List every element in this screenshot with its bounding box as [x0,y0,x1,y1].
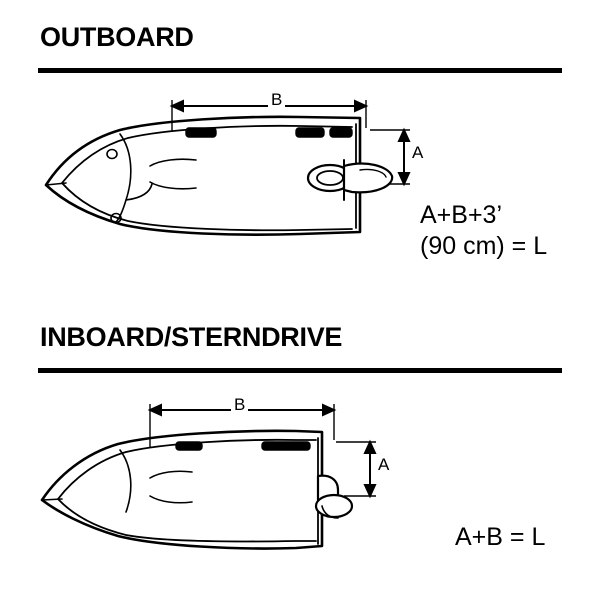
dimension-label-b-inboard: B [231,395,248,414]
section-title-inboard: INBOARD/STERNDRIVE [40,322,343,352]
dimension-label-b-outboard: B [268,90,285,109]
dimension-label-a-outboard: A [409,143,426,162]
formula-outboard-line2: (90 cm) = L [420,232,548,260]
section-title-outboard: OUTBOARD [40,22,194,52]
section-inboard [0,300,600,600]
formula-inboard [455,522,545,553]
formula-inboard-line1: A+B = L [455,523,546,551]
dimension-label-a-inboard: A [375,455,392,474]
dimension-a-inboard [336,442,376,496]
formula-outboard [420,200,547,262]
formula-outboard-line1: A+B+3’ [420,201,503,229]
inboard-sterndrive-boat-illustration [0,300,600,600]
